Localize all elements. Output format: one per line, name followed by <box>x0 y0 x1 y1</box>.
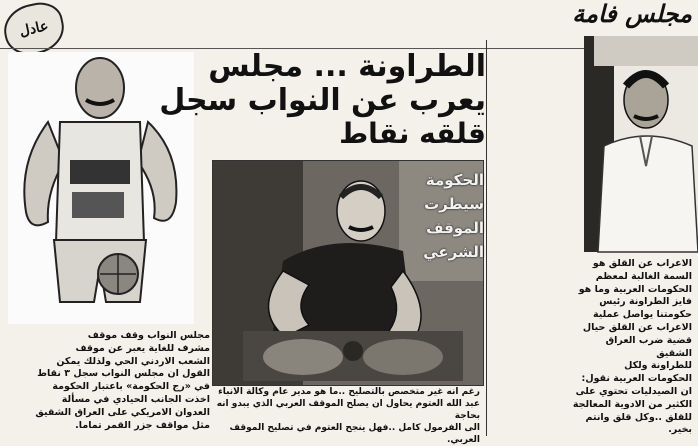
article-line: حكومتنا يواصل عملية <box>593 309 692 321</box>
article-line: مثل مواقف جزر القمر تماما. <box>75 419 210 431</box>
logo-text: عادل <box>18 18 50 40</box>
portrait-illustration <box>584 36 698 252</box>
article-line: ان الصيدليات تحتوي على <box>575 385 692 397</box>
article-line: قضية ضرب العراق <box>605 334 692 346</box>
side-quote-line: سيطرت <box>424 195 484 213</box>
article-line: الحكومات العربية نقول: <box>581 373 692 385</box>
column-divider <box>486 40 487 436</box>
side-quote-line: الموقف <box>426 219 484 237</box>
side-quote-line: الشرعي <box>423 243 484 261</box>
article-line: اخذت الجانب الحيادي في مسألة <box>61 393 210 405</box>
main-headline <box>159 49 486 150</box>
caption-line: رغم انه غير متخصص بالتصليح ..ما هو مدير عام وكالة الانباء <box>218 387 480 397</box>
article-line: السمة الغالبة لمعظم <box>595 270 692 282</box>
article-line: مشرف للغاية يعبر عن موقف <box>75 342 210 354</box>
article-line: الحكومات العربية وما هو <box>578 283 692 295</box>
article-line: الشقيق <box>656 347 692 359</box>
right-article-text <box>496 258 692 437</box>
headline-line-2: يعرب عن النواب سجل <box>159 83 486 118</box>
article-line: للقلق ..وكل قلق وانتم <box>585 411 692 423</box>
headline-line-1: الطراونة ... مجلس <box>208 49 486 84</box>
article-line: القول ان مجلس النواب سجل ٣ نقاط <box>37 368 210 380</box>
article-line: الاعراب عن القلق هو <box>592 258 692 269</box>
article-line: للطراونة ولكل <box>624 360 692 372</box>
caption-line: عبد الله العتوم يحاول ان يصلح الموقف العربي الذي يبدو انه بحاجة <box>216 399 480 421</box>
article-line: العدوان الامريكي على العراق الشقيق <box>35 406 210 418</box>
left-article-text <box>4 330 210 432</box>
portrait-photo <box>584 36 698 252</box>
article-line: الشعب الاردني الحي ولذلك يمكن <box>56 355 210 367</box>
column-logo <box>0 0 69 60</box>
photo-caption <box>214 386 480 446</box>
side-quote <box>412 168 484 264</box>
headline-line-3: قلقه نقاط <box>339 117 486 150</box>
article-line: في «رج الحكومة» باعتبار الحكومة <box>52 381 210 393</box>
article-line: فايز الطراونة رئيس <box>599 296 692 308</box>
side-quote-line: الحكومة <box>425 171 484 189</box>
masthead-title: مجلس فامة <box>572 0 692 28</box>
article-line: مجلس النواب وقف موقف <box>87 330 210 341</box>
article-line: الكثير من الادوية المعالجة <box>572 398 692 410</box>
article-line: بخير. <box>668 424 692 436</box>
caption-line: الى الفرمول كامل ..فهل ينجح العتوم في تصليح الموقف العربي. <box>229 423 480 445</box>
article-line: الاعراب عن القلق حيال <box>582 321 692 333</box>
